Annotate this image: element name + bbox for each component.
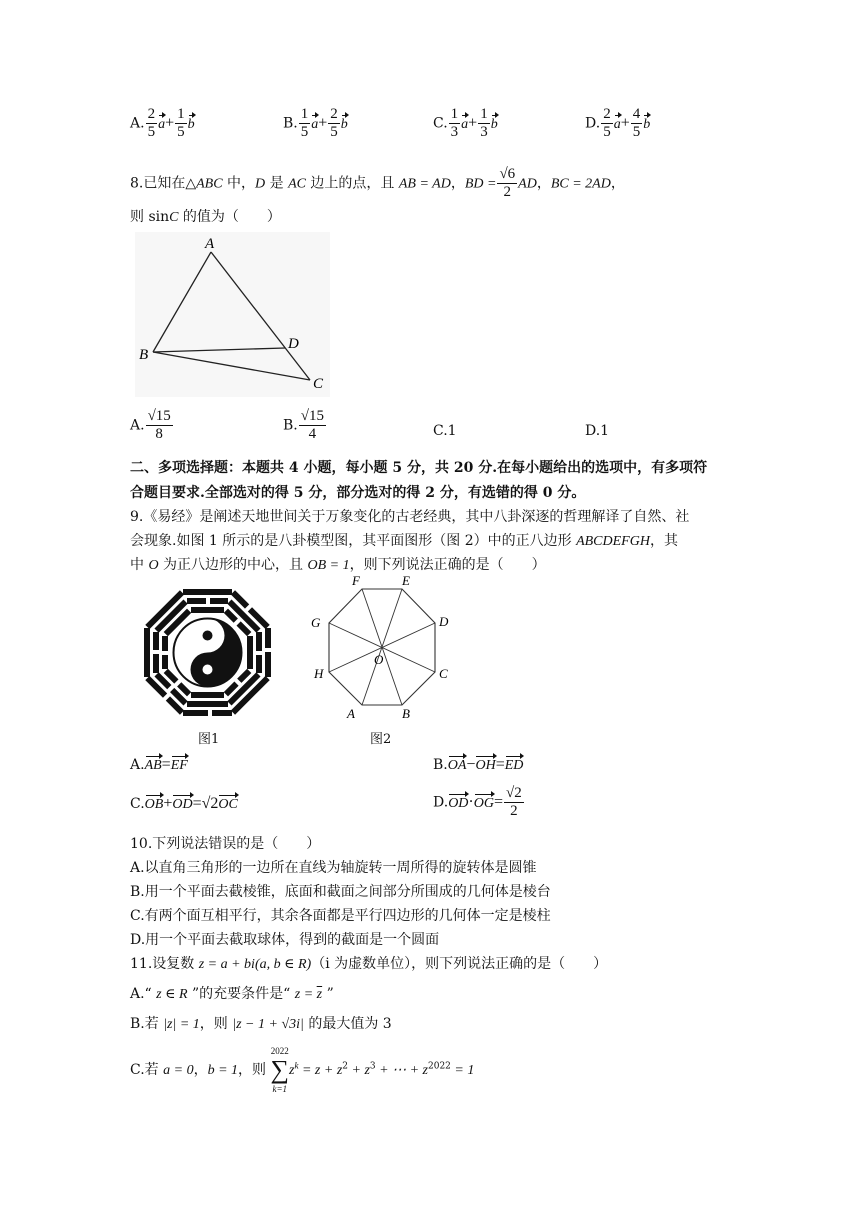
figure1-caption: 图1 (198, 732, 220, 747)
label-c: C (313, 376, 324, 392)
label-o: O (374, 652, 384, 667)
q7-option-b[interactable]: B. $\frac{1}{5}$ a+ $\frac{2}{5}$ b (283, 106, 348, 140)
q7-option-a[interactable]: A. $\frac{2}{5}$ a+ $\frac{1}{5}$ b (130, 106, 195, 140)
q8-triangle-figure (135, 232, 330, 397)
q8-option-b[interactable]: B. $\frac{√15}{4}$ (283, 408, 324, 442)
label-b: B (139, 347, 149, 363)
label-g: G (311, 615, 321, 630)
label-a: A (205, 236, 215, 252)
trigram-w (144, 628, 168, 677)
q11-option-a[interactable]: A.“ z ∈ R ”的充要条件是“ $z = \overline{z}$ ” (130, 986, 334, 1002)
trigram-bar (162, 655, 168, 669)
trigram-bar (265, 652, 271, 677)
trigram-bar (212, 710, 232, 716)
trigram-bar (191, 692, 224, 698)
trigram-bar (153, 654, 159, 673)
q8-stem-line1: 8.已知在△ABC 中，D 是 AC 边上的点，且 AB = AD，BD = $\frac{√6}{2}$ AD，BC = 2AD， (130, 166, 625, 200)
trigram-bar (247, 636, 253, 669)
label-e: E (402, 573, 410, 588)
figure2-caption: 图2 (370, 732, 392, 747)
q9-stem-line3: 中 O 为正八边形的中心，且 OB = 1，则下列说法正确的是（ ） (130, 557, 546, 573)
q9-option-a[interactable]: A.AB=EF (130, 756, 188, 773)
bagua-figure (140, 585, 275, 720)
q9-option-b[interactable]: B.OA−OH=ED (433, 756, 524, 773)
q9-option-c[interactable]: C.OB+OD=√2OC (130, 795, 238, 812)
label-d: D (288, 336, 299, 352)
label-b: B (402, 706, 410, 721)
q8-stem-line2: 则 sinC 的值为（ ） (130, 209, 281, 225)
trigram-bar (256, 632, 262, 651)
q8-option-a[interactable]: A. $\frac{√15}{8}$ (130, 408, 171, 442)
label-d: D (439, 614, 449, 629)
trigram-bar (210, 598, 228, 604)
section2-line1: 二、多项选择题：本题共 4 小题，每小题 5 分，共 20 分.在每小题给出的选项中，有多项符 (130, 460, 708, 476)
trigram-bar (191, 607, 224, 613)
trigram-bar (265, 628, 271, 648)
trigram-bar (187, 701, 228, 707)
q10-stem: 10.下列说法错误的是（ ） (130, 836, 321, 852)
q8-option-c[interactable]: C.1 (433, 423, 457, 439)
q9-option-d[interactable]: D.OD·OG= $\frac{√2}{2}$ (433, 785, 522, 819)
trigram-bar (162, 636, 168, 651)
q9-stem-line2: 会现象.如图 1 所示的是八卦模型图，其平面图形（图 2）中的正八边形 ABCDEFGH，其 (130, 533, 678, 549)
q11-stem: 11.设复数 z = a + bi(a, b ∈ R)（i 为虚数单位），则下列说法正确的是（ ） (130, 956, 608, 972)
q8-option-d[interactable]: D.1 (585, 423, 610, 439)
trigram-e (247, 628, 271, 677)
q10-option-d[interactable]: D.用一个平面去截取球体，得到的截面是一个圆面 (130, 932, 440, 948)
trigram-s (183, 692, 232, 716)
q10-option-b[interactable]: B.用一个平面去截棱锥，底面和截面之间部分所围成的几何体是棱台 (130, 884, 551, 900)
trigram-bar (183, 710, 208, 716)
q7-option-d[interactable]: D. $\frac{2}{5}$ a+ $\frac{4}{5}$ b (585, 106, 651, 140)
trigram-bar (153, 632, 159, 650)
q7-option-c[interactable]: C. $\frac{1}{3}$ a+ $\frac{1}{3}$ b (433, 106, 498, 140)
q11-option-b[interactable]: B.若 |z| = 1，则 |z − 1 + √3i| 的最大值为 3 (130, 1016, 392, 1032)
trigram-top (183, 589, 232, 613)
octagon-figure (302, 572, 462, 724)
q10-option-c[interactable]: C.有两个面互相平行，其余各面都是平行四边形的几何体一定是棱柱 (130, 908, 551, 924)
figure-background (135, 232, 330, 397)
trigram-group (183, 589, 232, 613)
summation-symbol: 2022 ∑ k=1 (270, 1046, 290, 1094)
trigram-bar (256, 655, 262, 673)
trigram-bar (183, 589, 232, 595)
q11-option-c[interactable]: C.若 a = 0，b = 1，则 2022 ∑ k=1 $z^k = z + z^2 + z^3$ + ⋯ + $z^{2022} = 1$ (130, 1046, 475, 1094)
yinyang-dot-light (203, 665, 213, 675)
section2-line2: 合题目要求.全部选对的得 5 分，部分选对的得 2 分，有选错的得 0 分。 (130, 485, 586, 501)
q9-stem-line1: 9.《易经》是阐述天地世间关于万象变化的古老经典，其中八卦深逐的哲理解译了自然、社 (130, 509, 690, 525)
label-f: F (352, 573, 360, 588)
yinyang-dot-dark (203, 631, 213, 641)
trigram-bar (187, 598, 206, 604)
trigram-bar (144, 628, 150, 677)
label-c: C (439, 666, 448, 681)
label-a: A (347, 706, 355, 721)
label-h: H (314, 666, 324, 681)
q10-option-a[interactable]: A.以直角三角形的一边所在直线为轴旋转一周所得的旋转体是圆锥 (130, 860, 537, 876)
